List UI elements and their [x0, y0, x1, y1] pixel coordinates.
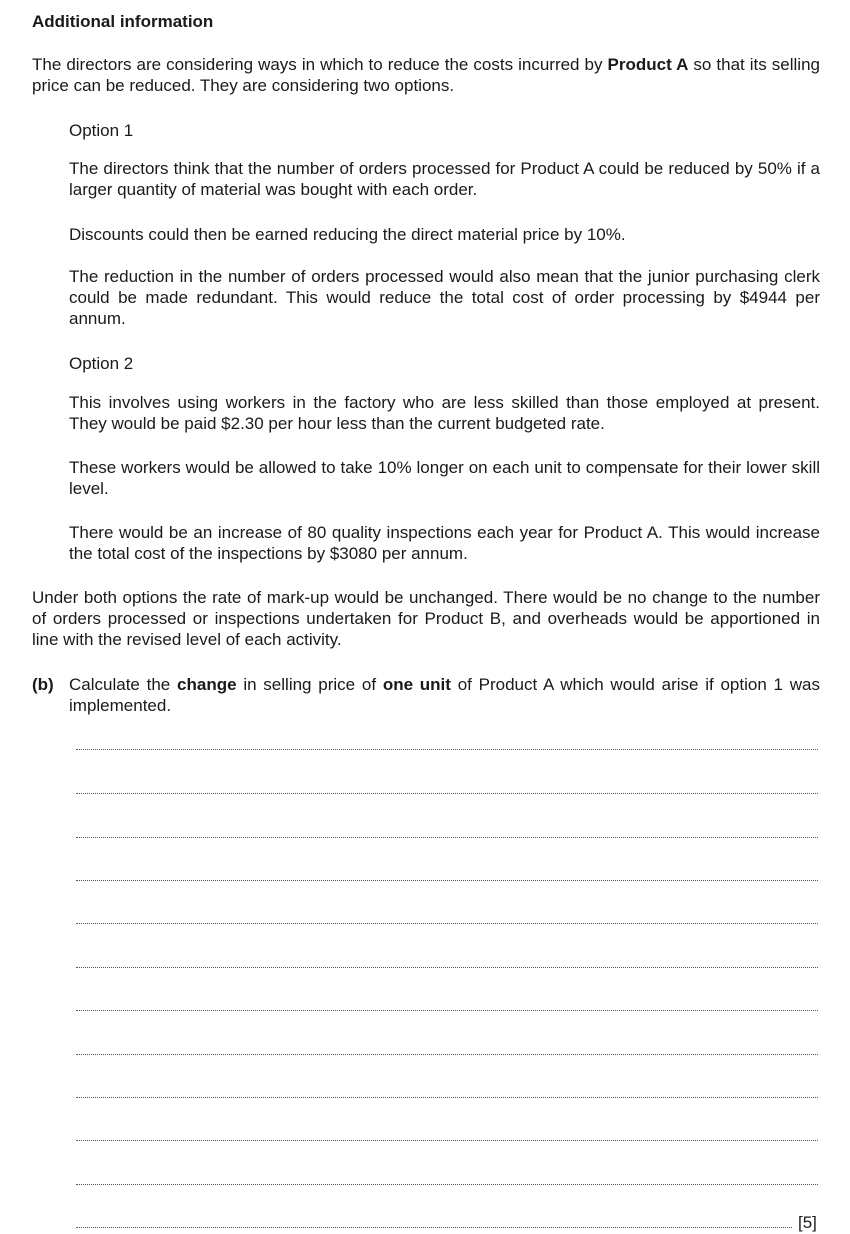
option1-title: Option 1 — [69, 121, 134, 140]
option1-paragraph-3: The reduction in the number of orders processed would also mean that the junior purchasing clerk could be made redundant. This would reduce the total cost of order processing by $4944 per annum. — [69, 267, 820, 328]
answer-line[interactable] — [76, 1007, 818, 1011]
option2-paragraph-3: There would be an increase of 80 quality inspections each year for Product A. This would increase the total cost of the inspections by $3080 per annum. — [69, 523, 820, 563]
answer-line[interactable] — [76, 746, 818, 750]
question-text-2: in selling price of — [236, 675, 383, 694]
marks-allocation: [5] — [798, 1213, 817, 1232]
answer-line[interactable] — [76, 1051, 818, 1055]
question-text-3: of Product A which would arise if option 1 was implemented. — [69, 675, 820, 715]
answer-line[interactable] — [76, 1181, 818, 1185]
section-heading: Additional information — [32, 12, 214, 31]
intro-product-a: Product A — [607, 55, 689, 74]
option2-paragraph-1: This involves using workers in the factory who are less skilled than those employed at present. They would be paid $2.30 per hour less than the current budgeted rate. — [69, 393, 820, 433]
summary-paragraph: Under both options the rate of mark-up would be unchanged. There would be no change to the number of orders processed or inspections undertaken for Product B, and overheads would be apportioned in line with the revised level of each activity. — [32, 588, 820, 649]
question-label: (b) — [32, 675, 54, 694]
option2-paragraph-2: These workers would be allowed to take 10% longer on each unit to compensate for their lower skill level. — [69, 458, 820, 498]
answer-line[interactable] — [76, 790, 818, 794]
question-text-1: Calculate the — [69, 675, 178, 694]
intro-text-end: so that its selling price can be reduced. They are considering two options. — [32, 55, 820, 95]
answer-line[interactable] — [76, 964, 818, 968]
answer-line[interactable] — [76, 1137, 818, 1141]
intro-text-start: The directors are considering ways in which to reduce the costs incurred by — [32, 55, 608, 74]
answer-line[interactable] — [76, 1094, 818, 1098]
answer-line[interactable] — [76, 1224, 792, 1228]
question-bold-change: change — [177, 675, 237, 694]
option1-paragraph-1: The directors think that the number of orders processed for Product A could be reduced by 50% if a larger quantity of material was bought with each order. — [69, 159, 820, 199]
answer-line[interactable] — [76, 920, 818, 924]
answer-line[interactable] — [76, 834, 818, 838]
question-bold-one-unit: one unit — [382, 675, 451, 694]
option1-paragraph-2: Discounts could then be earned reducing the direct material price by 10%. — [69, 225, 626, 244]
answer-line[interactable] — [76, 877, 818, 881]
option2-title: Option 2 — [69, 354, 134, 373]
